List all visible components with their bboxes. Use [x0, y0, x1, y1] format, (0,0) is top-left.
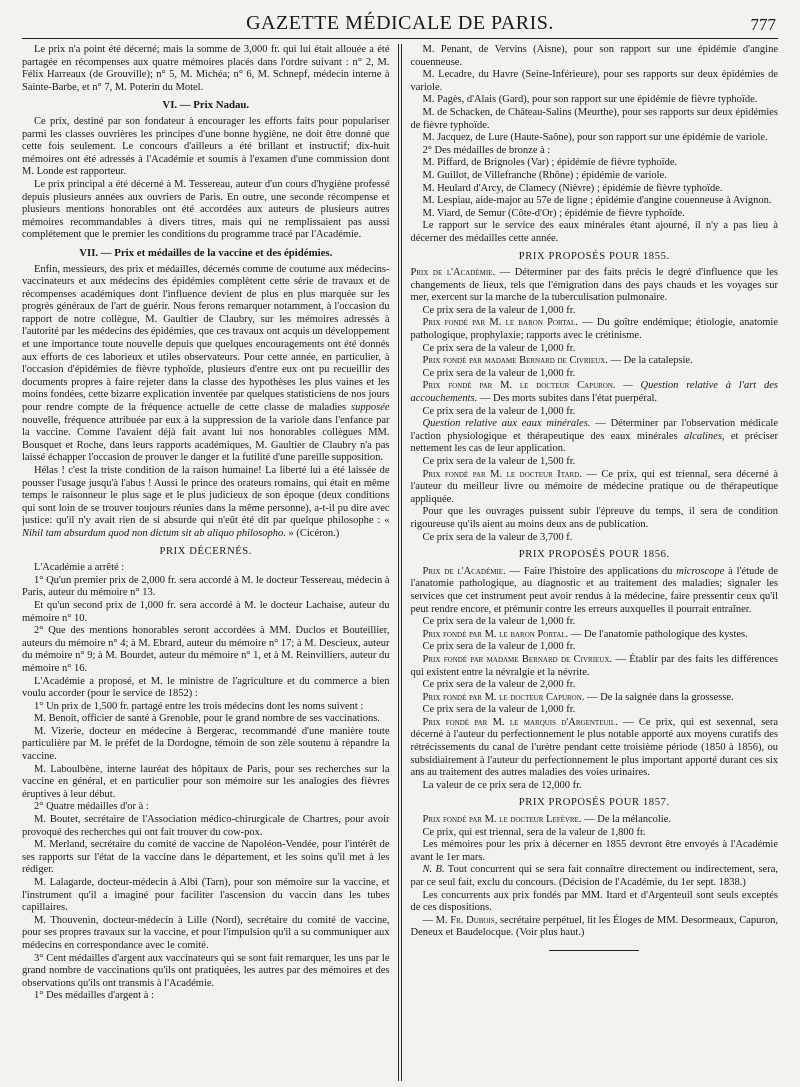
text-run: — Des morts subites dans l'état puerpéral.	[477, 393, 658, 405]
text-run: — Établir par des faits les différences qui existent entre la névralgie et la névrite.	[410, 653, 778, 678]
italic-text: supposée	[351, 402, 390, 414]
right-column	[402, 44, 778, 1081]
section-heading-prix-nadau: VI. — Prix Nadau.	[162, 99, 250, 112]
paragraph: Ce prix sera de la valeur de 1,000 fr.	[422, 405, 576, 417]
prize-name: Prix fondé par M. le docteur Itard.	[422, 468, 582, 480]
paragraph: M. Lespiau, aide-major au 57e de ligne ; épidémie d'angine couenneuse à Avignon.	[422, 195, 772, 207]
paragraph: M. Viard, de Semur (Côte-d'Or) ; épidémie de fièvre typhoïde.	[422, 207, 685, 219]
paragraph: M. Laboulbène, interne lauréat des hôpitaux de Paris, pour ses recherches sur la vaccine en général, et en particulier pour son mémoire sur les analogies des fièvres éruptives à leur début.	[22, 763, 390, 800]
paragraph: M. de Schacken, de Château-Salins (Meurthe), pour ses rapports sur deux épidémies de fièvre typhoïde.	[410, 106, 778, 131]
paragraph: L'Académie a proposé, et M. le ministre de l'agriculture et du commerce a bien voulu accorder (pour le service de 1852) :	[22, 675, 390, 700]
italic-text: alcalines	[684, 430, 722, 442]
paragraph: M. Thouvenin, docteur-médecin à Lille (Nord), secrétaire du comité de vaccine, pour ses propres travaux sur la vaccine, et pour l'impulsion qu'il a su communiquer aux médecins en correspondance avec le comité.	[22, 914, 390, 951]
prize-name: Prix fondé par M. le docteur Lefèvre.	[422, 814, 582, 826]
paragraph: Les mémoires pour les prix à décerner en 1855 devront être envoyés à l'Académie avant le 1er mars.	[410, 839, 778, 863]
paragraph: La valeur de ce prix sera de 12,000 fr.	[422, 779, 582, 791]
latin-quote: Nihil tam absurdum quod non dictum sit ab aliquo philosopho.	[22, 527, 286, 539]
section-heading-vaccine: VII. — Prix et médailles de la vaccine et des épidémies.	[79, 246, 333, 259]
text-run: — Ce prix, qui est triennal, sera décerné à l'auteur du meilleur livre ou mémoire de médecine pratique ou de thérapeutique appliquée.	[410, 468, 778, 505]
paragraph	[410, 717, 778, 780]
paragraph: Ce prix, qui est triennal, sera de la valeur de 1,800 fr.	[422, 826, 646, 838]
text-run: — De la catalepsie.	[607, 355, 693, 367]
paragraph: Ce prix sera de la valeur de 3,700 f.	[422, 531, 573, 543]
paragraph: Les concurrents aux prix fondés par MM. Itard et d'Argenteuil sont seuls exceptés de ces dispositions.	[410, 889, 778, 914]
heading-prix-1856: PRIX PROPOSÉS POUR 1856.	[518, 549, 670, 561]
text-run: » (Cicéron.)	[285, 527, 340, 539]
paragraph: M. Vizerie, docteur en médecine à Bergerac, recommandé d'une manière toute particulière par M. le préfet de la Dordogne, témoin de son zèle soutenu à répandre la vaccine.	[22, 725, 390, 763]
paragraph: M. Penant, de Vervins (Aisne), pour son rapport sur une épidémie d'angine couenneuse.	[410, 44, 778, 68]
paragraph: M. Merland, secrétaire du comité de vaccine de Napoléon-Vendée, pour l'intérêt de ses rapports sur l'état de la vaccine dans le département, et les soins qu'il met à les rédiger.	[22, 839, 390, 876]
paragraph: Le prix principal a été décerné à M. Tessereau, auteur d'un cours d'hygiène professé depuis plusieurs années aux ouvriers de Paris. En outre, une seconde récompense et plusieurs mentions honorables ont été accordées aux auteurs de plusieurs autres mémoires recommandables à divers titres, mais qui ne remplissaient pas aussi complétement que le premier les conditions du programme tracé par l'Académie.	[22, 178, 390, 241]
prize-name: Prix de l'Académie.	[422, 565, 506, 577]
prize-name: Prix fondé par M. le docteur Capuron.	[422, 691, 585, 703]
text-run: Enfin, messieurs, des prix et médailles, décernés comme de coutume aux médecins-vaccinateurs et aux médecins des épidémies complètent cette série de travaux et de récompenses académiques dont l'influence devient de plus en plus marquée sur les progrès généraux de l'art de guérir. Nous ferons remarquer notamment, à l'occasion du rapport de notre collègue, M. Gaultier de Claubry, sur les mémoires adressés à l'autorité par les médecins des épidémies, que ces travaux ont acquis un développement et une importance toute nouvelle depuis que quelques encouragements ont été donnés aux efforts de ces laborieux et utiles observateurs. Pour cette année, en particulier, à l'occasion d'épidémies de fièvre typhoïde, plusieurs d'entre eux ont pu recueillir des documents propres à faire rejeter dans la classe des hypothèses les plus vaines et les moins fondées, cette bizarre explication inventée par quelques statisticiens de nos jours pour rendre compte de la fréquence actuelle de cette classe de maladies	[22, 263, 390, 414]
heading-prix-decernes: PRIX DÉCERNÉS.	[159, 545, 253, 557]
text-run: — Ce prix, qui est sexennal, sera décerné à l'auteur du perfectionnement le plus notable apporté aux moyens curatifs des rétrécissements du canal de l'urètre pendant cette troisième période (1850 à 1856), ou subsidiairement à l'auteur du perfectionnement le plus important apporté durant ces six ans au traitement des autres maladies des voies urinaires.	[410, 716, 778, 779]
paragraph: 3° Cent médailles d'argent aux vaccinateurs qui se sont fait remarquer, les uns par le grand nombre de vaccinations qu'ils ont pratiquées, les autres par des mémoires et des observations qu'ils ont transmis à l'Académie.	[22, 952, 390, 989]
paragraph: Ce prix sera de la valeur de 1,000 fr.	[422, 704, 576, 716]
text-run: Tout concurrent qui se sera fait connaître directement ou indirectement, sera, par ce seul fait, exclu du concours. (Décision de l'Académie, du 1er sept. 1838.)	[410, 864, 778, 888]
prize-name: Prix fondé par M. le baron Portal.	[422, 317, 578, 329]
paragraph: M. Lalagarde, docteur-médecin à Albi (Tarn), pour son mémoire sur la vaccine, et l'instrument qu'il a imaginé pour faciliter l'ascension du vaccin dans les tubes capillaires.	[22, 877, 390, 914]
heading-prix-1857: PRIX PROPOSÉS POUR 1857.	[518, 797, 670, 809]
paragraph: 1° Des médailles d'argent à :	[34, 990, 154, 1002]
text-columns	[22, 44, 778, 1081]
paragraph: 1° Un prix de 1,500 fr. partagé entre les trois médecins dont les noms suivent :	[34, 700, 364, 712]
paragraph: Ce prix, destiné par son fondateur à encourager les efforts faits pour populariser parmi les classes ouvrières les principes d'une bonne hygiène, ne doit être donné que cette fois seulement. Le concours d'ailleurs a été brillant et instructif; dix-huit mémoires ont été adressés à l'Académie et soumis à l'examen d'une commission dont M. Londe est rapporteur.	[22, 115, 390, 178]
paragraph: L'Académie a arrêté :	[34, 562, 125, 574]
paragraph	[410, 267, 778, 305]
paragraph: Ce prix sera de la valeur de 1,000 fr.	[422, 641, 576, 653]
paragraph: Ce prix sera de la valeur de 1,000 fr.	[422, 367, 576, 379]
italic-text: — Question relative à l'art des accouchements.	[410, 380, 778, 405]
text-run: — Déterminer par des faits précis le degré d'influence que les changements de lieux, tels que l'émigration dans des pays chauds et les voyages sur mer, exercent sur la marche de la tuberculisation pulmonaire.	[410, 267, 778, 304]
paragraph	[410, 418, 778, 456]
page-number: 777	[750, 15, 776, 34]
paragraph	[410, 654, 778, 679]
end-rule	[549, 950, 639, 951]
paragraph	[410, 814, 778, 827]
paragraph: 2° Que des mentions honorables seront accordées à MM. Duclos et Bouteillier, auteurs du mémoire n° 4; à M. Ebrard, auteur du mémoire n° 17; à M. Descieux, auteur du mémoire n° 9; à M. Bourdet, auteur du mémoire n° 1, et à M. Reinvilliers, auteur du mémoire n° 16.	[22, 625, 390, 674]
paragraph	[410, 864, 778, 889]
page-header	[22, 8, 778, 39]
prize-name: Prix fondé par M. le marquis d'Argenteuil.	[422, 716, 618, 728]
left-column	[22, 44, 398, 1081]
paragraph	[410, 380, 778, 405]
paragraph	[22, 264, 390, 466]
paragraph: 1° Qu'un premier prix de 2,000 fr. sera accordé à M. le docteur Tessereau, médecin à Paris, auteur du mémoire n° 13.	[22, 574, 390, 599]
heading-prix-1855: PRIX PROPOSÉS POUR 1855.	[518, 250, 670, 262]
paragraph: Ce prix sera de la valeur de 1,500 fr.	[422, 456, 576, 467]
paragraph: M. Heulard d'Arcy, de Clamecy (Nièvre) ; épidémie de fièvre typhoïde.	[422, 182, 723, 194]
paragraph: M. Boutet, secrétaire de l'Association médico-chirurgicale de Chartres, pour avoir provoqué des recherches qui ont fait trouver du cow-pox.	[22, 814, 390, 838]
paragraph: Ce prix sera de la valeur de 2,000 fr.	[422, 679, 576, 691]
paragraph	[22, 465, 390, 541]
paragraph	[410, 629, 778, 642]
text-run: à l'étude de l'anatomie pathologique, au diagnostic et au traitement des maladies; signaler les services que cet instrument peut avoir rendus à la médecine, faire pressentir ceux qu'il peut rendre encore, et prémunir contre les erreurs auxquelles il pourrait entraîner.	[410, 565, 778, 615]
text-run: nouvelle, fréquence attribuée par eux à la suppression de la variole dans l'enfance par la vaccine. Comme l'avaient déjà fait avant lui nos honorables collègues MM. Bousquet et Roche, dans leurs rapports académiques, M. Gaultier de Claubry n'a pas laissé échapper l'occasion de prouver le danger et la futilité d'une pareille supposition.	[22, 414, 390, 464]
text-run: — Du goître endémique; étiologie, anatomie pathologique, prophylaxie; rapports avec le crétinisme.	[410, 317, 778, 342]
text-run: — Déterminer par l'observation médicale l'action physiologique et thérapeutique des eaux minérales	[410, 418, 778, 442]
text-run: — Faire l'histoire des applications du	[505, 565, 677, 577]
prize-name: Prix fondé par M. le docteur Capuron.	[422, 380, 616, 392]
paragraph: M. Lecadre, du Havre (Seine-Inférieure), pour ses rapports sur deux épidémies de variole.	[410, 69, 778, 93]
paragraph	[410, 317, 778, 342]
prize-name: Prix fondé par M. le baron Portal.	[422, 628, 569, 640]
paragraph: Ce prix sera de la valeur de 1,000 fr.	[422, 342, 576, 354]
paragraph	[410, 566, 778, 616]
italic-text: Question relative aux eaux minérales.	[422, 418, 591, 430]
paragraph: M. Jacquez, de Lure (Haute-Saône), pour son rapport sur une épidémie de variole.	[422, 132, 768, 144]
prize-name: Prix fondé par madame Bernard de Civrieux.	[422, 653, 613, 665]
prize-name: Prix fondé par madame Bernard de Civrieux.	[422, 355, 608, 367]
running-title: GAZETTE MÉDICALE DE PARIS.	[246, 12, 554, 34]
paragraph: M. Pagès, d'Alais (Gard), pour son rapport sur une épidémie de fièvre typhoïde.	[422, 94, 758, 106]
paragraph	[410, 915, 778, 940]
paragraph: M. Piffard, de Brignoles (Var) ; épidémie de fièvre typhoïde.	[422, 157, 678, 169]
paragraph: M. Benoit, officier de santé à Grenoble, pour le grand nombre de ses vaccinations.	[34, 713, 380, 725]
paragraph: Le prix n'a point été décerné; mais la somme de 3,000 fr. qui lui était allouée a été partagée en récompenses aux quatre mémoires placés dans l'ordre suivant : n° 2, M. Félix Harreaux (de Grouville); n° 5, M. Michéa; n° 6, M. Schnepf, médecin interne à Sainte-Barbe, et n° 7, M. Poterin du Motel.	[22, 44, 390, 93]
text-run: — De la mélancolie.	[581, 814, 672, 826]
speaker-name: — M. Fr. Dubois,	[422, 914, 498, 926]
text-run: Hélas ! c'est la triste condition de la raison humaine! La liberté lui a été laissée de pousser l'usage jusqu'à l'abus ! Aussi le prince des orateurs romains, qui était en même temps le raisonneur le plus sage et le plus judicieux de son époque (deux conditions qui sont loin de se trouver toujours réunies dans la même personne), a-t-il pu dire avec justice: qu'il n'y avait rien de si absurde qui n'eût été dit par quelque philosophe : «	[22, 465, 390, 527]
paragraph: 2° Quatre médailles d'or à :	[34, 801, 149, 813]
paragraph: M. Guillot, de Villefranche (Rhône) ; épidémie de variole.	[422, 169, 667, 181]
paragraph: Et qu'un second prix de 1,000 fr. sera accordé à M. le docteur Lachaise, auteur du mémoire n° 10.	[22, 599, 390, 624]
text-run: — De l'anatomie pathologique des kystes.	[568, 628, 748, 640]
italic-text: N. B.	[422, 864, 445, 876]
text-run: — De la saignée dans la grossesse.	[584, 691, 734, 703]
text-run: secrétaire perpétuel, lit les Éloges de MM. Desormeaux, Capuron, Deneux et Baudelocque. (Voir plus haut.)	[410, 914, 778, 939]
paragraph	[410, 355, 778, 368]
italic-text: microscope	[676, 565, 725, 577]
paragraph: Ce prix sera de la valeur de 1,000 fr.	[422, 616, 576, 628]
paragraph: Ce prix sera de la valeur de 1,000 fr.	[422, 304, 576, 316]
paragraph: Le rapport sur le service des eaux minérales étant ajourné, il n'y a pas lieu à décerner des médailles cette année.	[410, 220, 778, 244]
paragraph	[410, 469, 778, 507]
paragraph: Pour que les ouvrages puissent subir l'épreuve du temps, il sera de condition rigoureuse qu'ils aient au moins deux ans de publication.	[410, 506, 778, 530]
prize-name: Prix de l'Académie.	[410, 267, 496, 279]
text-run: , et préciser nettement les cas de leur application.	[410, 430, 778, 455]
paragraph	[410, 692, 778, 705]
paragraph: 2° Des médailles de bronze à :	[422, 144, 551, 156]
